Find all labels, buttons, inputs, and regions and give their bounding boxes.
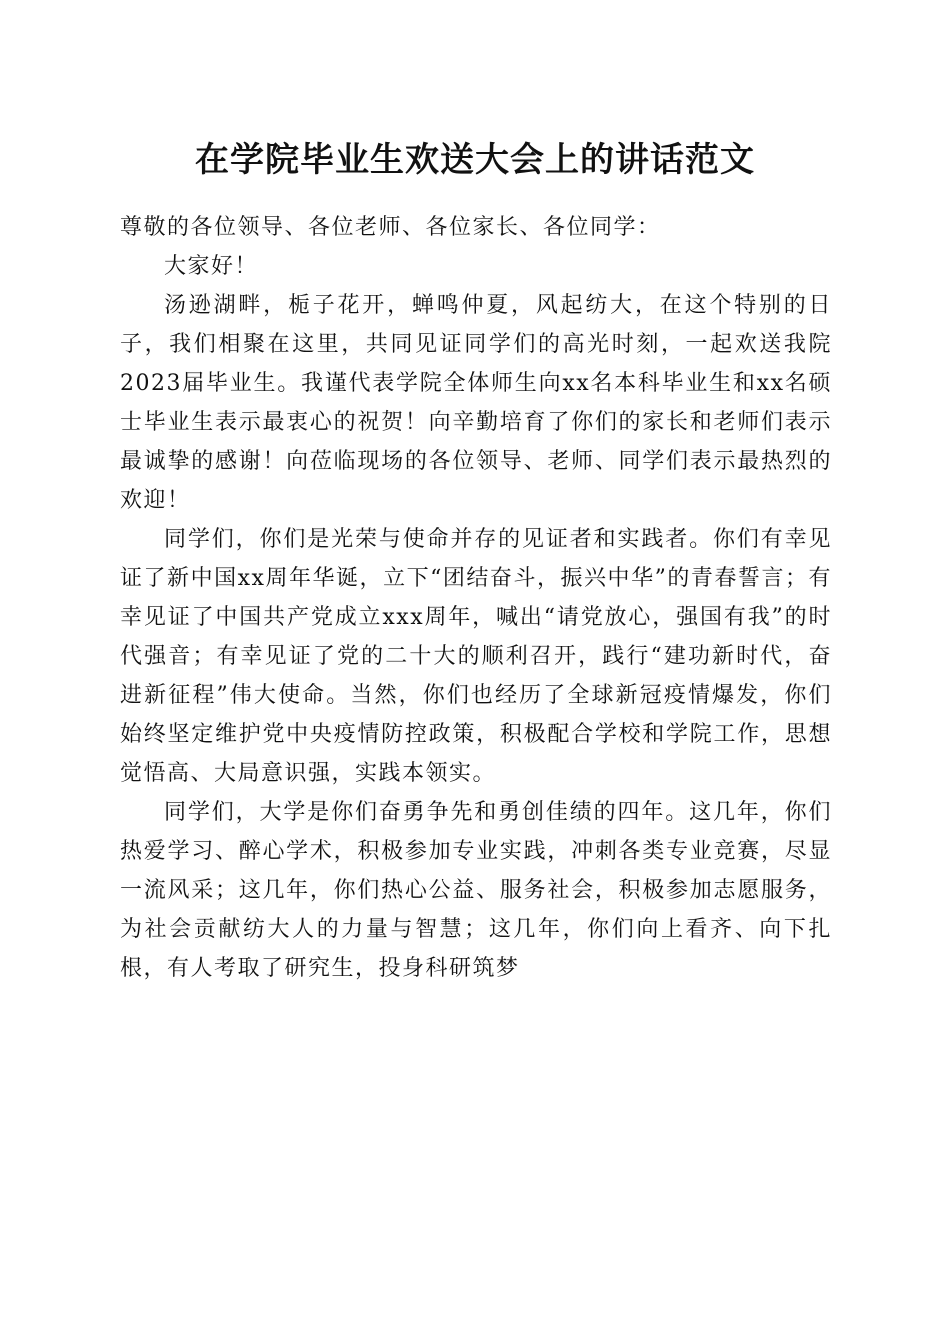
document-title: 在学院毕业生欢送大会上的讲话范文 xyxy=(195,140,755,180)
greeting: 大家好！ xyxy=(164,254,259,279)
paragraph-3: 同学们，大学是你们奋勇争先和勇创佳绩的四年。这几年，你们热爱学习、醉心学术，积极参加专业实践，冲刺各类专业竞赛，尽显一流风采；这几年，你们热心公益、服务社会，积极参加志愿服务，为社会贡献纺大人的力量与智慧；这几年，你们向上看齐、向下扎根，有人考取了研究生，投身科研筑梦 xyxy=(120,800,832,981)
document-body xyxy=(120,208,832,988)
salutation: 尊敬的各位领导、各位老师、各位家长、各位同学： xyxy=(120,215,661,240)
paragraph-1: 汤逊湖畔，栀子花开，蝉鸣仲夏，风起纺大，在这个特别的日子，我们相聚在这里，共同见证同学们的高光时刻，一起欢送我院2023届毕业生。我谨代表学院全体师生向xx名本科毕业生和xx名硕士毕业生表示最衷心的祝贺！向辛勤培育了你们的家长和老师们表示最诚挚的感谢！向莅临现场的各位领导、老师、同学们表示最热烈的欢迎！ xyxy=(120,293,832,513)
paragraph-2: 同学们，你们是光荣与使命并存的见证者和实践者。你们有幸见证了新中国xx周年华诞，立下“团结奋斗，振兴中华”的青春誓言；有幸见证了中国共产党成立xxx周年，喊出“请党放心，强国有我”的时代强音；有幸见证了党的二十大的顺利召开，践行“建功新时代，奋进新征程”伟大使命。当然，你们也经历了全球新冠疫情爆发，你们始终坚定维护党中央疫情防控政策，积极配合学校和学院工作，思想觉悟高、大局意识强，实践本领实。 xyxy=(120,527,832,786)
